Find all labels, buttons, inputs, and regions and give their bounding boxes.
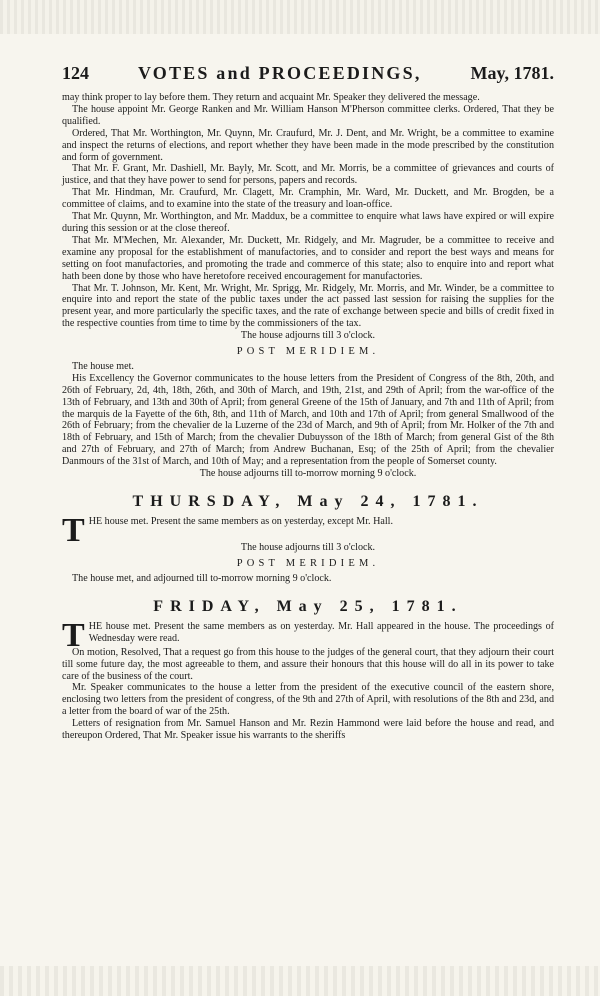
- paragraph: That Mr. Hindman, Mr. Craufurd, Mr. Clagett, Mr. Cramphin, Mr. Ward, Mr. Duckett, and Mr. Brogden, be a committee of claims, and to examine into the state of the treasury and loan-office.: [62, 187, 554, 211]
- running-title: VOTES and PROCEEDINGS,: [137, 63, 422, 83]
- paragraph: The house met, and adjourned till to-morrow morning 9 o'clock.: [72, 572, 332, 584]
- paragraph-text: HE house met. Present the same members as on yesterday, except Mr. Hall.: [88, 516, 394, 527]
- paragraph-text: HE house met. Present the same members as on yesterday. Mr. Hall appeared in the house. The proceedings of Wednesday were read.: [88, 620, 554, 644]
- adjournment-line: The house adjourns till 3 o'clock.: [240, 542, 376, 553]
- document-page: [62, 62, 554, 742]
- adjournment-line: The house adjourns till to-morrow morning 9 o'clock.: [199, 468, 417, 480]
- paragraph: Mr. Speaker communicates to the house a letter from the president of the executive council of the eastern shore, enclosing two letters from the president of congress, of the 9th and 27th of April, with resolutions of the 8th and 23d, and a letter from the board of war of the 25th.: [62, 682, 554, 718]
- section-heading-post-meridiem: POST MERIDIEM.: [236, 557, 380, 569]
- paragraph: That Mr. M'Mechen, Mr. Alexander, Mr. Duckett, Mr. Ridgely, and Mr. Magruder, be a committee to receive and examine any proposal for the establishment of manufactories, and to consider and report the best ways and means for setting on foot manufactories, and promoting the trade and commerce of this state; also to enquire into and report what hath been done by those who have heretofore received encouragement for manufactories.: [62, 234, 554, 282]
- paragraph: His Excellency the Governor communicates to the house letters from the President of Congress of the 8th, 20th, and 26th of February, 2d, 4th, 18th, 26th, and 30th of March, and 19th, 21st, and 29th of April; from the war-office of the 13th of February, and 13th and 30th of April; from general Greene of the 15th of January, and 7th and 11th of April; from the marquis de la Fayette of the 6th, 8th, and 11th of March, and 10th and 17th of April; from general Smallwood of the 26th of February; from the chevalier de la Luzerne of the 23d of March, and 9th of April; from Mr. Holker of the 7th and 18th of February, and 15th of March; from the chevalier Dubuysson of the 18th of March; from general Gist of the 8th and 27th of February, and 27th of March; from Andrew Buchanan, Esq; of the 25th of April; from the chevalier Danmours of the 31st of March, and 10th of May; and a representation from the people of Somerset county.: [62, 372, 554, 468]
- paragraph: Letters of resignation from Mr. Samuel Hanson and Mr. Rezin Hammond were laid before the house and read, and thereupon Ordered, That Mr. Speaker issue his warrants to the sheriffs: [62, 718, 554, 742]
- paragraph: That Mr. T. Johnson, Mr. Kent, Mr. Wright, Mr. Sprigg, Mr. Ridgely, Mr. Morris, and Mr. Winder, be a committee to enquire into and report the state of the public taxes under the act passed last session for raising the supplies for the present year, and more particularly the specific taxes, and the rate of exchange between specie and bills of credit fixed in the respective counties from time to time by the commissioners of the tax.: [62, 282, 554, 330]
- paragraph: The house met.: [72, 360, 134, 372]
- paragraph: The house appoint Mr. George Ranken and Mr. William Hanson M'Pherson committee clerks. Ordered, That they be qualified.: [62, 103, 554, 127]
- page-header: [62, 62, 554, 84]
- paragraph: may think proper to lay before them. They return and acquaint Mr. Speaker they delivered the message.: [62, 92, 480, 103]
- running-date: May, 1781.: [470, 63, 554, 83]
- drop-cap: T: [62, 616, 85, 654]
- day-heading-friday: FRIDAY, May 25, 1781.: [153, 597, 463, 615]
- drop-cap: T: [62, 512, 85, 549]
- paragraph: [62, 616, 554, 654]
- paragraph: On motion, Resolved, That a request go from this house to the judges of the general court, that they adjourn their court till some future day, the most agreeable to them, and assure their honours that this house will do all in its power to take care of the business of the court.: [62, 646, 554, 682]
- paragraph: That Mr. F. Grant, Mr. Dashiell, Mr. Bayly, Mr. Scott, and Mr. Morris, be a committee of grievances and courts of justice, and that they have power to send for persons, papers and records.: [62, 163, 554, 187]
- paragraph: Ordered, That Mr. Worthington, Mr. Quynn, Mr. Craufurd, Mr. J. Dent, and Mr. Wright, be a committee to examine and inspect the returns of elections, and report whether they have been made in the mode prescribed by the constitution and form of government.: [62, 127, 554, 163]
- section-heading-post-meridiem: POST MERIDIEM.: [236, 346, 380, 358]
- page-top-edge: [0, 0, 600, 34]
- page-bottom-edge: [0, 966, 600, 996]
- paragraph: That Mr. Quynn, Mr. Worthington, and Mr. Maddux, be a committee to enquire what laws have expired or will expire during this session or at the close thereof.: [62, 211, 554, 234]
- day-heading-thursday: THURSDAY, May 24, 1781.: [132, 493, 484, 510]
- page-number: 124: [62, 63, 89, 83]
- adjournment-line: The house adjourns till 3 o'clock.: [240, 330, 376, 342]
